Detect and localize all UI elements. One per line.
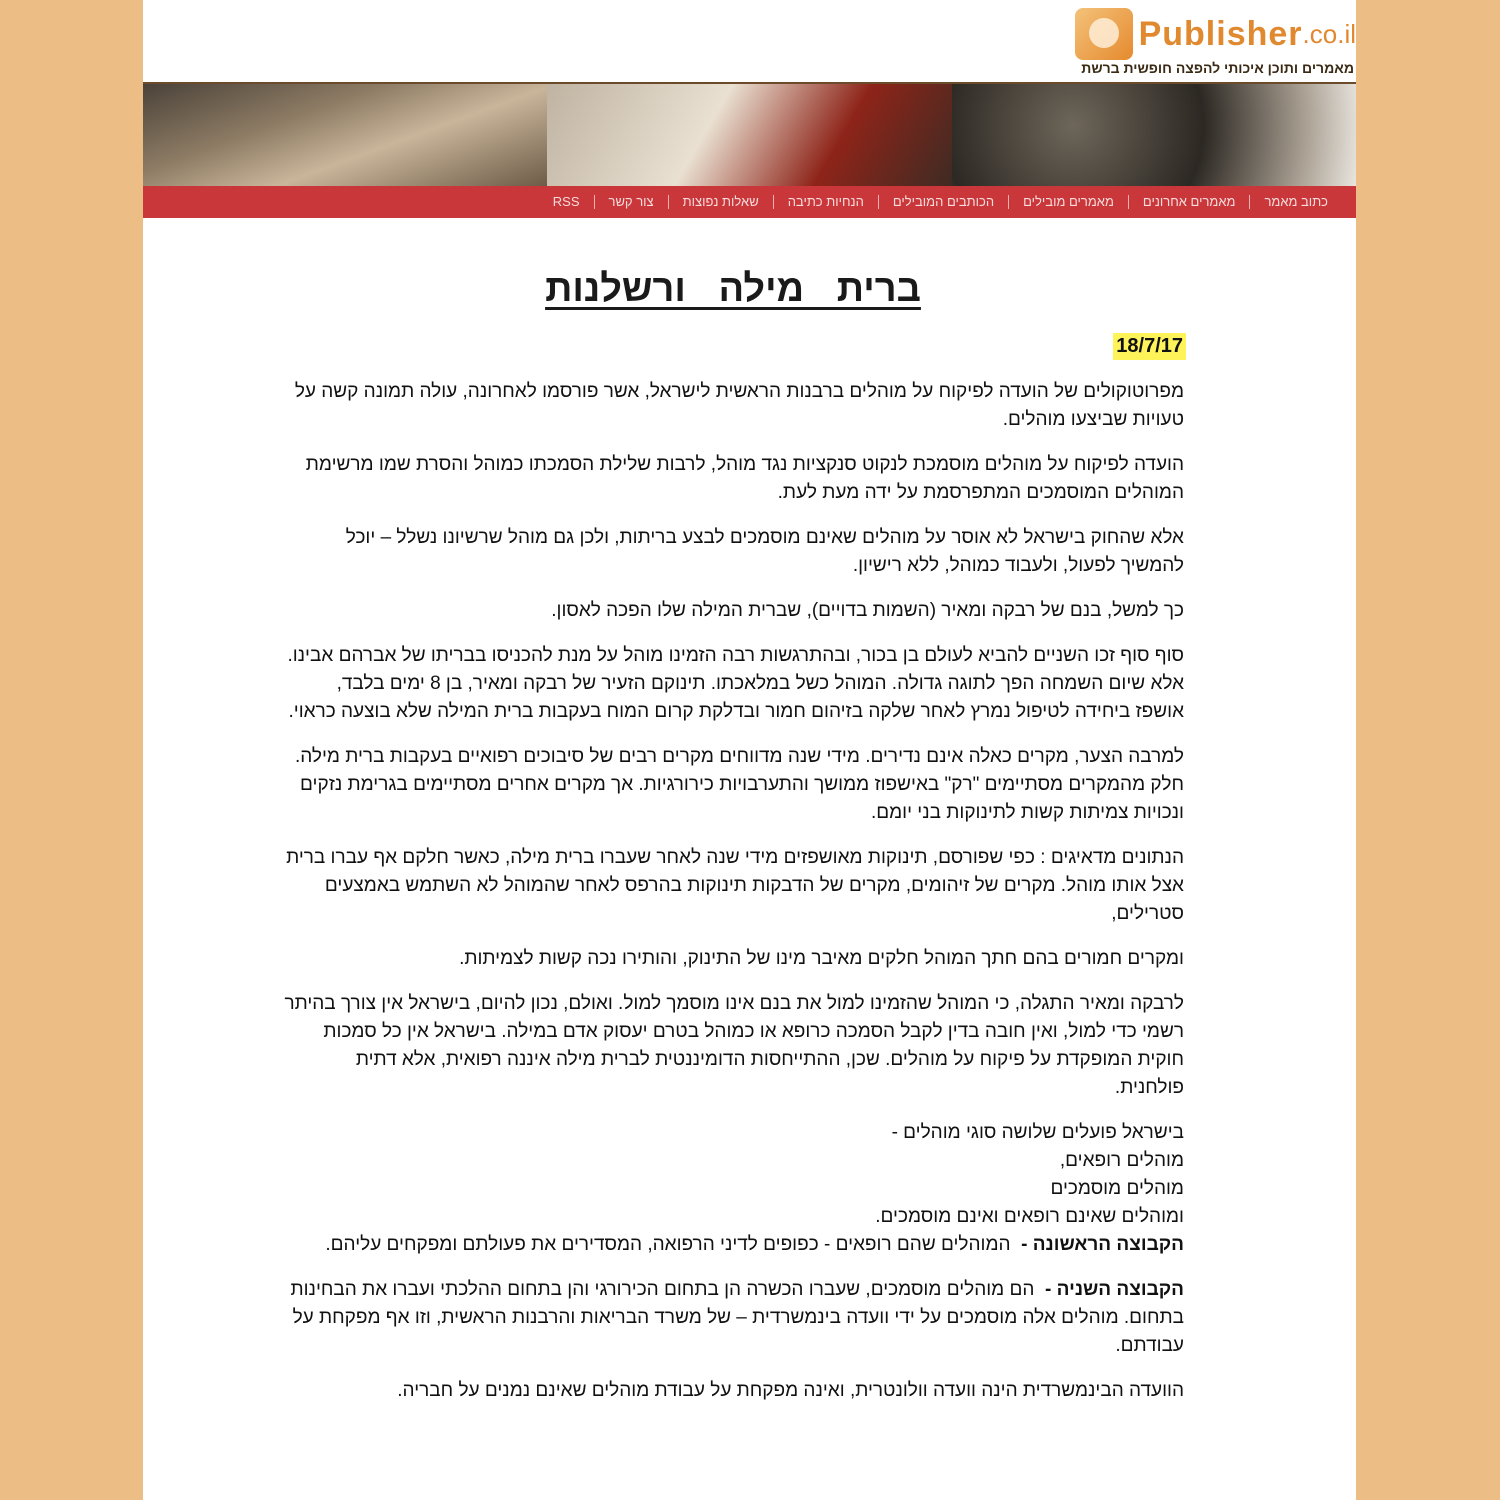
banner-photo-letter — [547, 84, 951, 188]
group-1-paragraph — [284, 1231, 1184, 1259]
paragraph: כך למשל, בנם של רבקה ומאיר (השמות בדויים), שברית המילה שלו הפכה לאסון. — [551, 600, 1184, 621]
site-tagline: מאמרים ותוכן איכותי להפצה חופשית ברשת — [1081, 60, 1354, 76]
article-title: ברית מילה ורשלנות — [545, 268, 921, 310]
paragraph: הועדה לפיקוח על מוהלים מוסמכת לנקוט סנקציות נגד מוהל, לרבות שלילת הסמכתו כמוהל והסרת שמו מרשימת המוהלים המוסמכים המתפרסמת על ידה מעת לעת. — [305, 454, 1184, 503]
nav-rss[interactable]: RSS — [552, 194, 580, 209]
paragraph: למרבה הצער, מקרים כאלה אינם נדירים. מידי שנה מדווחים מקרים רבים של סיבוכים רפואיים בעקבות ברית מילה. חלק מהמקרים מסתיימים "רק" באישפוז ממושך והתערבויות כירורגיות. אך מקרים אחרים מסתיימים בגרימת נזקים ונכויות צמיתות קשות לתינוקות בני יומם. — [294, 746, 1184, 823]
type-item: מוהלים רופאים, — [1059, 1150, 1184, 1171]
article-date: 18/7/17 — [1113, 333, 1186, 360]
article-body — [284, 378, 1184, 1422]
header-banner — [143, 82, 1356, 188]
banner-photo-laptop — [143, 84, 547, 188]
paragraph: הוועדה הבינמשרדית הינה וועדה וולונטרית, ואינה מפקחת על עבודת מוהלים שאינם נמנים על חבריה. — [397, 1380, 1184, 1401]
group-2-text: הם מוהלים מוסמכים, שעברו הכשרה הן בתחום הכירורגי והן בתחום ההלכתי ועברו את הבחינות בתחום. מוהלים אלה מוסמכים על ידי וועדה בינמשרדית – של משרד הבריאות והרבנות הראשית, וזו אף מפקחת על עבודתם. — [290, 1279, 1184, 1356]
paragraph: ומקרים חמורים בהם חתך המוהל חלקים מאיבר מינו של התינוק, והותירו נכה קשות לצמיתות. — [459, 948, 1184, 969]
banner-photo-typewriter — [952, 84, 1356, 188]
nav-top-articles[interactable]: מאמרים מובילים — [1008, 195, 1128, 209]
type-item: מוהלים מוסמכים — [1050, 1178, 1184, 1199]
types-intro: בישראל פועלים שלושה סוגי מוהלים - — [891, 1122, 1184, 1143]
group-2-label: הקבוצה השניה - — [1045, 1279, 1184, 1300]
nav-write-article[interactable]: כתוב מאמר — [1249, 195, 1342, 209]
logo-icon — [1075, 8, 1133, 60]
paragraph: מפרוטוקולים של הועדה לפיקוח על מוהלים ברבנות הראשית לישראל, אשר פורסמו לאחרונה, עולה תמונה קשה על טעויות שביצעו מוהלים. — [294, 381, 1184, 430]
logo-tld: .co.il — [1302, 18, 1356, 49]
group-1-label: הקבוצה הראשונה - — [1021, 1234, 1184, 1255]
nav-writing-guidelines[interactable]: הנחיות כתיבה — [773, 195, 878, 209]
paragraph: לרבקה ומאיר התגלה, כי המוהל שהזמינו למול את בנם אינו מוסמך למול. ואולם, נכון להיום, בישראל אין צורך בהיתר רשמי כדי למול, ואין חובה בדין לקבל הסמכה כרופא או כמוהל בטרם יעסוק אדם במילה. בישראל אין כל סמכות חוקית המופקדת על פיקוח על מוהלים. שכן, ההתייחסות הדומיננטית לברית מילה איננה רפואית, אלא דתית פולחנית. — [284, 993, 1184, 1098]
logo-name: Publisher — [1138, 14, 1303, 53]
nav-contact[interactable]: צור קשר — [594, 195, 668, 209]
paragraph: הנתונים מדאיגים : כפי שפורסם, תינוקות מאושפזים מידי שנה לאחר שעברו ברית מילה, כאשר חלקם אף עברו ברית אצל אותו מוהל. מקרים של זיהומים, מקרים של הדבקות תינוקות בהרפס לאחר שהמוהל לא השתמש באמצעים סטרילים, — [286, 847, 1184, 924]
type-item: ומוהלים שאינם רופאים ואינם מוסמכים. — [875, 1206, 1184, 1227]
nav-top-writers[interactable]: הכותבים המובילים — [878, 195, 1008, 209]
group-2-paragraph — [284, 1276, 1184, 1360]
nav-latest-articles[interactable]: מאמרים אחרונים — [1128, 195, 1250, 209]
nav-faq[interactable]: שאלות נפוצות — [668, 195, 773, 209]
publisher-logo[interactable] — [1075, 6, 1356, 62]
paragraph: סוף סוף זכו השניים להביא לעולם בן בכור, ובהתרגשות רבה הזמינו מוהל על מנת להכניסו בבריתו של אברהם אבינו. אלא שיום השמחה הפך לתוגה גדולה. המוהל כשל במלאכתו. תינוקם הזעיר של רבקה ומאיר, בן 8 ימים בלבד, אושפז ביחידה לטיפול נמרץ לאחר שלקה בזיהום חמור ובדלקת קרום המוח בעקבות ברית המילה שלא בוצעה כראוי. — [287, 645, 1184, 722]
paragraph: אלא שהחוק בישראל לא אוסר על מוהלים שאינם מוסמכים לבצע בריתות, ולכן גם מוהל שרשיונו נשלל – יוכל להמשיך לפעול, ולעבוד כמוהל, ללא רישיון. — [345, 527, 1184, 576]
group-1-text: המוהלים שהם רופאים - כפופים לדיני הרפואה, המסדירים את פעולתם ומפקחים עליהם. — [325, 1234, 1011, 1255]
nav-bar — [143, 186, 1356, 218]
document-page — [143, 0, 1356, 1500]
